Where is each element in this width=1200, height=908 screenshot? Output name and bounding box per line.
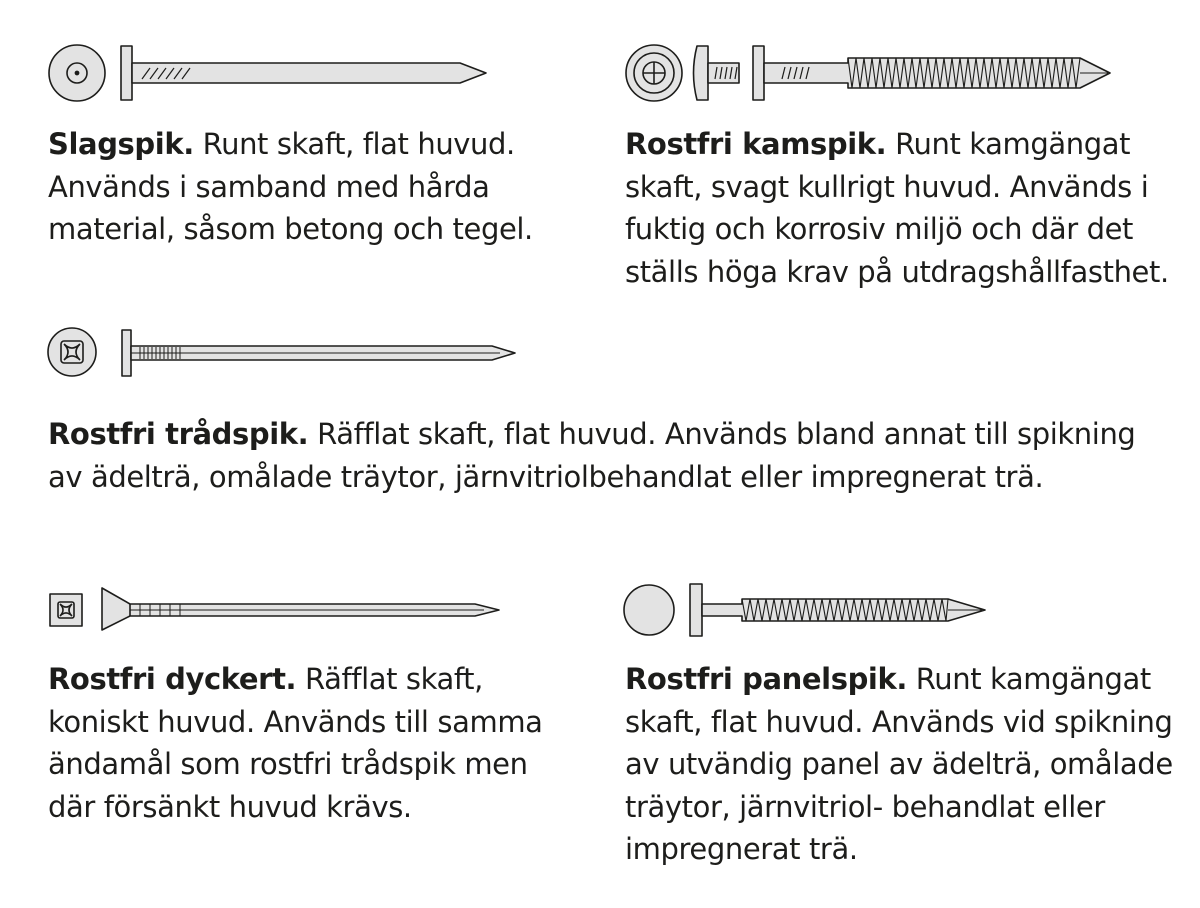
slagspik-nail-icon [49, 45, 486, 101]
slagspik-description [48, 123, 568, 251]
tradspik-nail-icon [48, 328, 515, 376]
dyckert-text: Räfflat skaft, koniskt huvud. Används till samma ändamål som rostfri trådspik men där försänkt huvud krävs. [48, 662, 543, 824]
panelspik-term: Rostfri panelspik. [625, 662, 907, 696]
dyckert-description [48, 658, 578, 828]
tradspik-text: Räfflat skaft, flat huvud. Används bland annat till spikning av ädelträ, omålade träytor, järnvitriolbehandlat eller impregnerat trä. [48, 417, 1136, 494]
slagspik-text: Runt skaft, flat huvud. Används i samband med hårda material, såsom betong och tegel. [48, 127, 533, 246]
panelspik-text: Runt kamgängat skaft, flat huvud. Används vid spikning av utvändig panel av ädelträ, omålade träytor, järnvitriol- behandlat eller impregnerat trä. [625, 662, 1173, 866]
dyckert-nail-icon [50, 588, 499, 630]
tradspik-term: Rostfri trådspik. [48, 417, 309, 451]
slagspik-term: Slagspik. [48, 127, 194, 161]
kamspik-text: Runt kamgängat skaft, svagt kullrigt huvud. Används i fuktig och korrosiv miljö och där det ställs höga krav på utdragshållfasthet. [625, 127, 1169, 289]
kamspik-term: Rostfri kamspik. [625, 127, 887, 161]
kamspik-nail-icon [626, 45, 1110, 101]
tradspik-description [48, 413, 1178, 498]
dyckert-term: Rostfri dyckert. [48, 662, 297, 696]
kamspik-description [625, 123, 1185, 293]
panelspik-description [625, 658, 1185, 871]
panelspik-nail-icon [624, 584, 985, 636]
